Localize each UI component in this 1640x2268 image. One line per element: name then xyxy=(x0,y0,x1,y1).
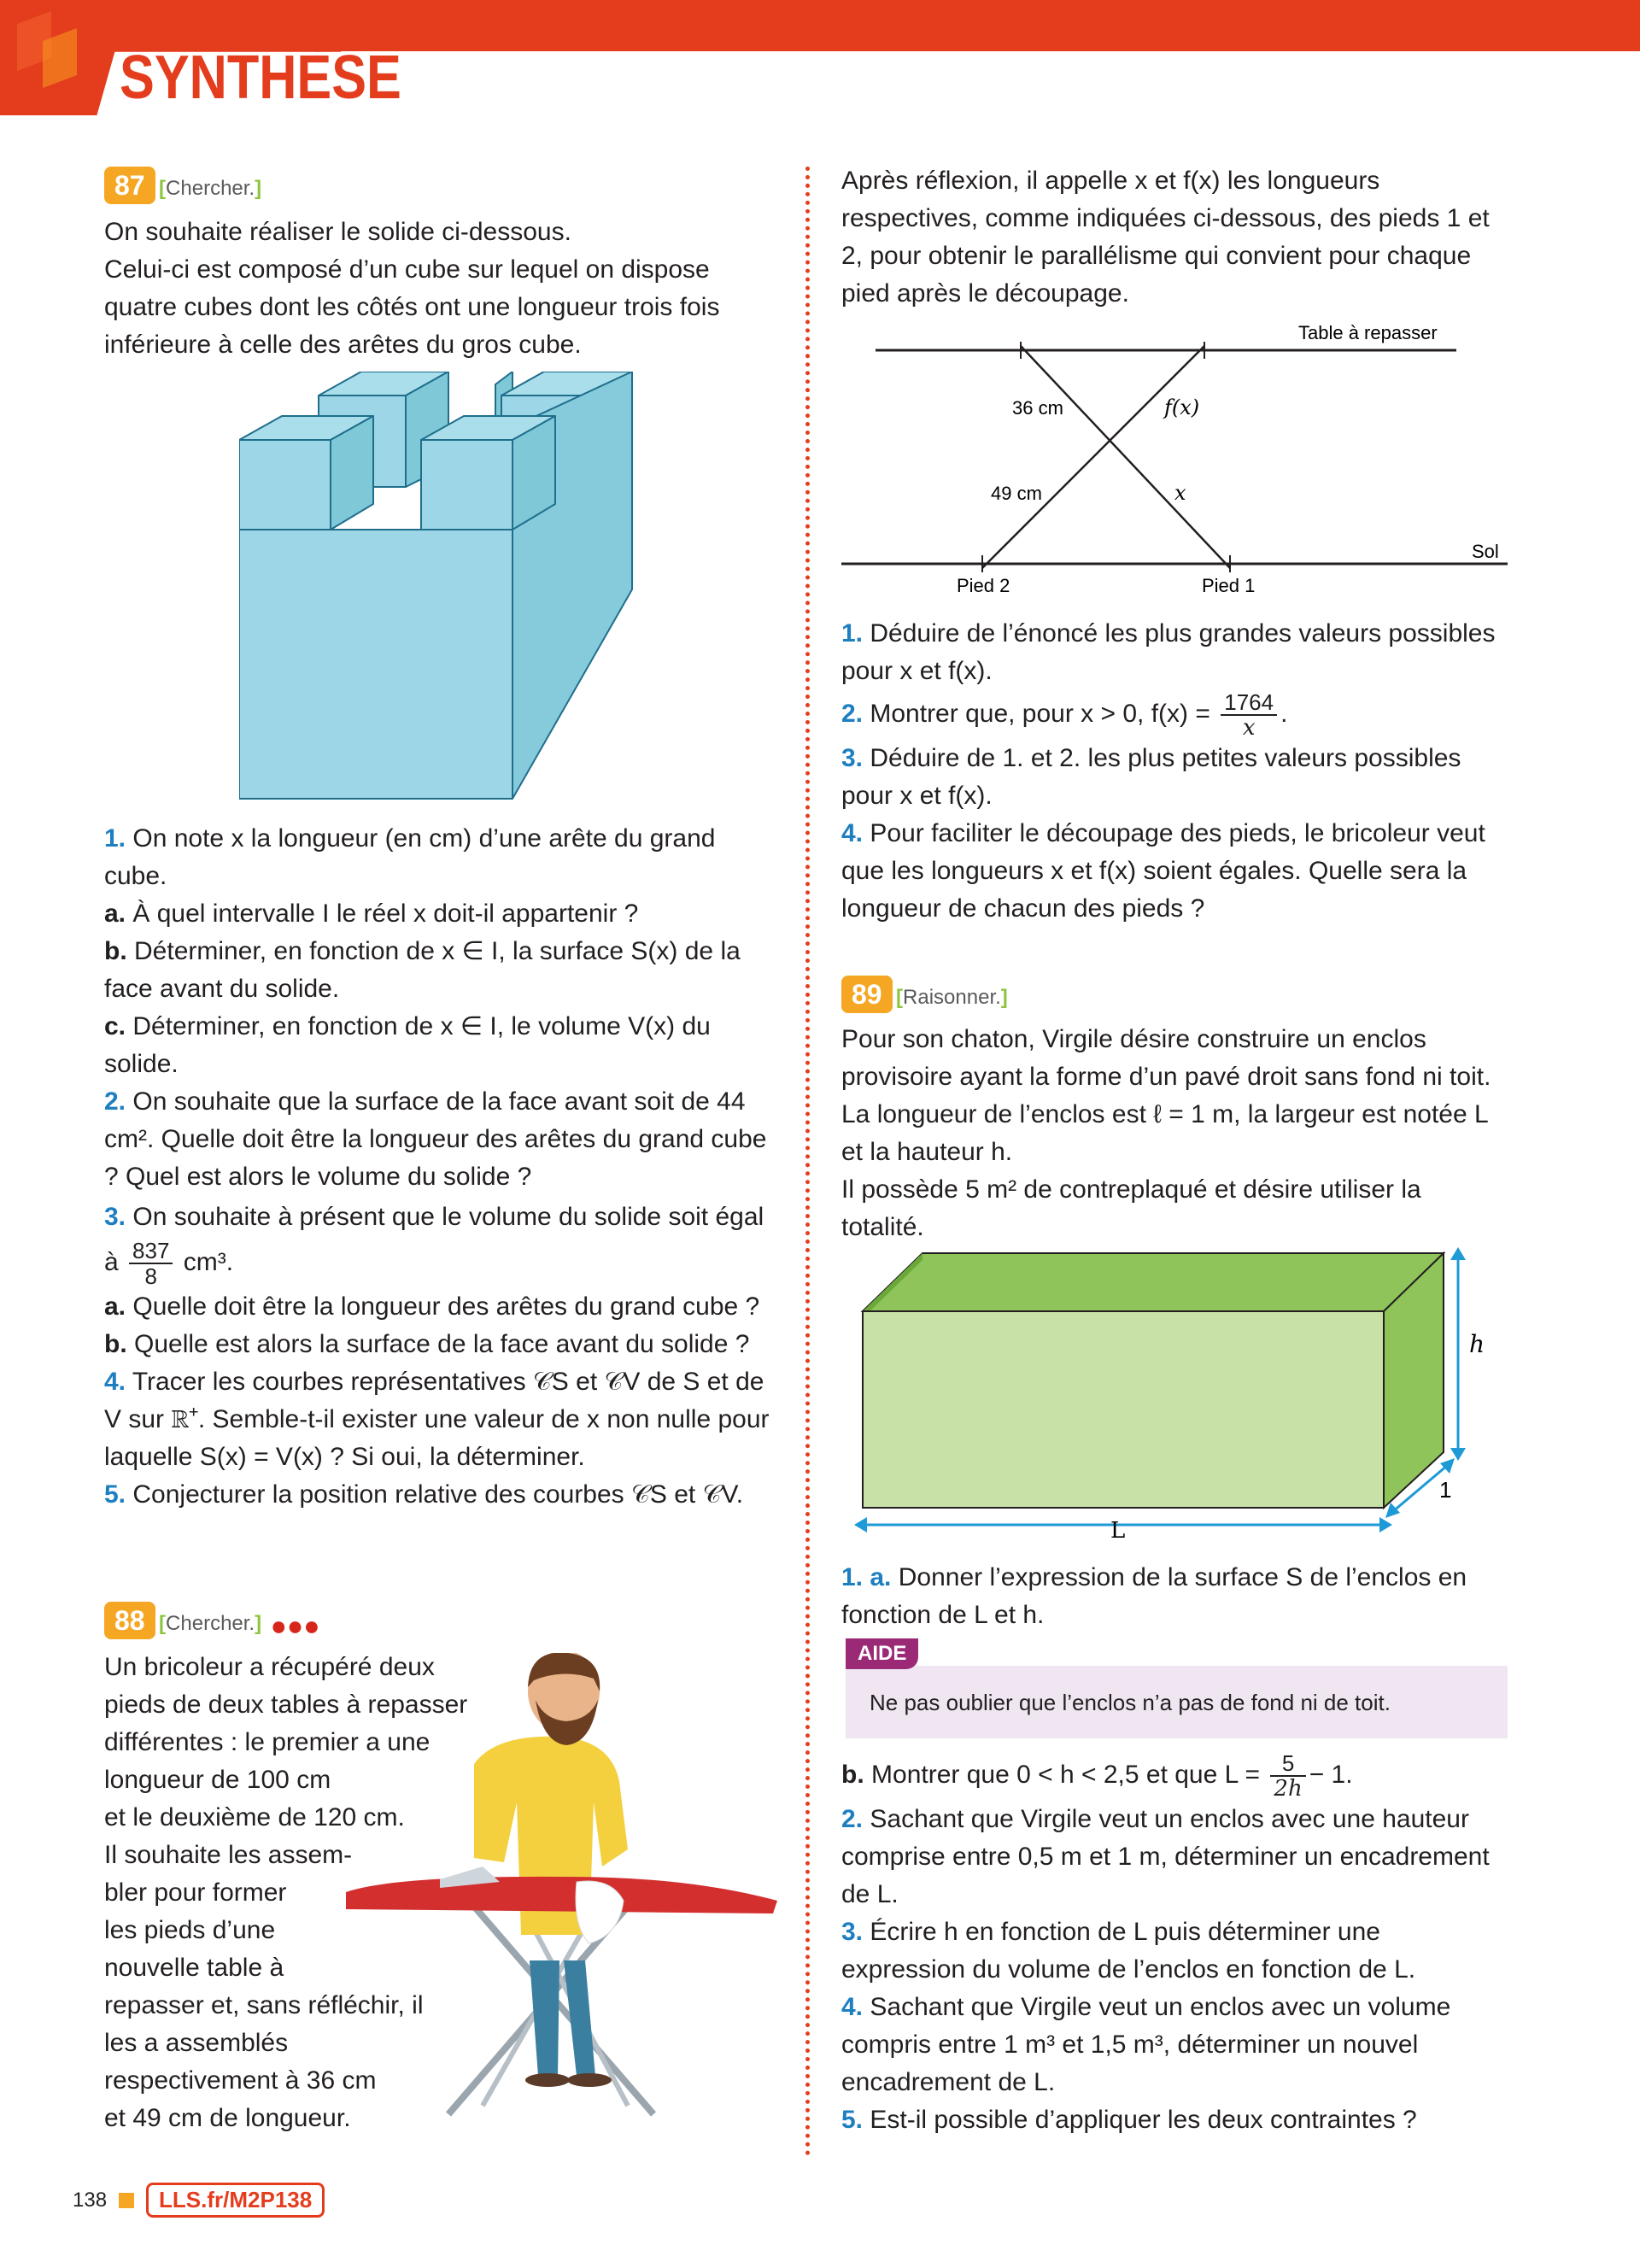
ex87-q3-fraction: $\frac{837}{8}$ xyxy=(129,1239,173,1288)
label-sol: Sol xyxy=(1472,541,1499,562)
footer-square-icon xyxy=(119,2193,134,2208)
ex88-line: nouvelle table à xyxy=(104,1954,284,1982)
ex87-q4: 4. Tracer les courbes représentatives 𝒞S et 𝒞V de S et de V sur ℝ⁺. Semble-t-il exister une valeur de x non nulle pour laquelle S(x) = V(x) ? Si oui, la déterminer. xyxy=(104,1368,770,1471)
ex87-q1: 1. On note x la longueur (en cm) d’une arête du grand cube. xyxy=(104,824,716,890)
ex88-q4: 4. Pour faciliter le découpage des pieds, le bricoleur veut que les longueurs x et f(x) soient égales. Quelle sera la longueur de chacun des pieds ? xyxy=(841,819,1485,923)
ex87-q3: 3. On souhaite à présent que le volume du solide soit égal à $\frac{837}{8}$ cm³. xyxy=(104,1203,764,1289)
ex88-q1: 1. Déduire de l’énoncé les plus grandes valeurs possibles pour x et f(x). xyxy=(841,619,1496,685)
ex87-header xyxy=(104,167,261,204)
ex88-line: Un bricoleur a récupéré deux xyxy=(104,1653,435,1681)
ex88-q2: 2. Montrer que, pour x > 0, f(x) = $\frac{1764}{x}$ . xyxy=(841,689,1288,741)
ex88-line: pieds de deux tables à repasser xyxy=(104,1691,468,1719)
ex89-q1b: b. Montrer que 0 < h < 2,5 et que L = $\frac{5}{2h}$ − 1. xyxy=(841,1750,1353,1802)
ex88-q3: 3. Déduire de 1. et 2. les plus petites valeurs possibles pour x et f(x). xyxy=(841,744,1461,810)
ex88-continued: Après réflexion, il appelle x et f(x) les longueurs respectives, comme indiquées ci-dessous, des pieds 1 et 2, pour obtenir le parallélisme qui convient pour chaque pied après le découpage. xyxy=(841,167,1490,308)
ex89-header xyxy=(841,976,1008,1013)
ex89-q1b-fraction: $\frac{5}{2h}$ xyxy=(1270,1751,1305,1801)
ex87-tag: [Chercher.] xyxy=(159,177,262,200)
ex88-q2-fraction: $\frac{1764}{x}$ xyxy=(1221,690,1277,740)
footer-link[interactable]: LLS.fr/M2P138 xyxy=(146,2183,325,2218)
ex88-number: 88 xyxy=(104,1602,155,1639)
label-table: Table à repasser xyxy=(1298,322,1438,343)
ex88-line: les a assemblés xyxy=(104,2029,289,2057)
page-title: SYNTHÈSE xyxy=(120,44,401,112)
aide-text: Ne pas oublier que l’enclos n’a pas de fond ni de toit. xyxy=(870,1690,1391,1715)
ex87-solid-figure xyxy=(239,372,641,803)
ex88-line: longueur de 100 cm xyxy=(104,1766,331,1794)
ex88-questions xyxy=(841,615,1508,928)
ex87-q2: 2. On souhaite que la surface de la face avant soit de 44 cm². Quelle doit être la longueur des arêtes du grand cube ? Quel est alors le volume du solide ? xyxy=(104,1087,767,1191)
ex87-q3a: a. Quelle doit être la longueur des arêtes du grand cube ? xyxy=(104,1292,760,1321)
label-1: 1 xyxy=(1439,1477,1452,1503)
ex88-line: et le deuxième de 120 cm. xyxy=(104,1803,405,1831)
ex89-tag: [Raisonner.] xyxy=(896,986,1008,1009)
page-number: 138 xyxy=(73,2188,108,2212)
label-fx: f(x) xyxy=(1164,396,1200,419)
label-pied1: Pied 1 xyxy=(1202,575,1256,596)
ex88-legs-figure xyxy=(841,320,1508,607)
ex87-q1c: c. Déterminer, en fonction de x ∈ I, le volume V(x) du solide. xyxy=(104,1012,711,1078)
ex87-q1b: b. Déterminer, en fonction de x ∈ I, la surface S(x) de la face avant du solide. xyxy=(104,937,741,1003)
footer xyxy=(73,2183,325,2218)
ex87-intro xyxy=(104,214,779,364)
ex88-header xyxy=(104,1602,320,1642)
column-separator xyxy=(805,167,810,2157)
label-36cm: 36 cm xyxy=(1012,397,1063,419)
ex89-number: 89 xyxy=(841,976,893,1013)
ex87-q1a: a. À quel intervalle I le réel x doit-il appartenir ? xyxy=(104,900,639,928)
ex87-questions xyxy=(104,820,779,1514)
ex88-line: les pieds d’une xyxy=(104,1916,276,1944)
ex89-enclosure-figure xyxy=(850,1243,1499,1546)
difficulty-icon: ●●● xyxy=(270,1610,320,1642)
ex89-q3: 3. Écrire h en fonction de L puis déterminer une expression du volume de l’enclos en fonction de L. xyxy=(841,1918,1416,1984)
ex89-intro xyxy=(841,1021,1508,1246)
label-pied2: Pied 2 xyxy=(957,575,1010,596)
ex87-number: 87 xyxy=(104,167,155,204)
ex88-line: et 49 cm de longueur. xyxy=(104,2104,351,2132)
ex88-line: repasser et, sans réfléchir, il xyxy=(104,1991,424,2019)
aide-label: AIDE xyxy=(846,1638,918,1669)
ex88-line: bler pour former xyxy=(104,1878,287,1907)
ex89-intro-2: Il possède 5 m² de contreplaqué et désire utiliser la totalité. xyxy=(841,1175,1421,1241)
label-h: h xyxy=(1469,1330,1485,1358)
ex89-q1a: 1. a. Donner l’expression de la surface S de l’enclos en fonction de L et h. xyxy=(841,1563,1467,1629)
ex89-q2: 2. Sachant que Virgile veut un enclos avec une hauteur comprise entre 0,5 m et 1 m, déterminer un encadrement de L. xyxy=(841,1805,1490,1908)
ex87-q3b: b. Quelle est alors la surface de la face avant du solide ? xyxy=(104,1330,750,1358)
ex87-q5: 5. Conjecturer la position relative des courbes 𝒞S et 𝒞V. xyxy=(104,1480,744,1509)
ex87-intro-2: Celui-ci est composé d’un cube sur lequel on dispose quatre cubes dont les côtés ont une longueur trois fois inférieure à celle des arêtes du gros cube. xyxy=(104,255,720,359)
ex89-intro-1: Pour son chaton, Virgile désire construire un enclos provisoire ayant la forme d’un pavé droit sans fond ni toit. La longueur de l’enclos est ℓ = 1 m, la largeur est notée L et la hauteur h. xyxy=(841,1025,1491,1166)
label-x: x xyxy=(1174,481,1186,505)
ex88-tag: [Chercher.] xyxy=(159,1612,262,1635)
ex89-q4: 4. Sachant que Virgile veut un enclos avec un volume compris entre 1 m³ et 1,5 m³, déterminer un nouvel encadrement de L. xyxy=(841,1993,1451,2096)
ex89-questions xyxy=(841,1751,1508,2139)
label-49cm: 49 cm xyxy=(991,483,1042,504)
header-logo-icon xyxy=(9,7,85,101)
ex89-q5: 5. Est-il possible d’appliquer les deux contraintes ? xyxy=(841,2106,1417,2134)
label-L: L xyxy=(1110,1518,1126,1544)
ex87-intro-1: On souhaite réaliser le solide ci-dessous. xyxy=(104,218,571,246)
ironing-man-illustration xyxy=(346,1653,782,2131)
ex88-line: Il souhaite les assem- xyxy=(104,1841,353,1869)
ex88-line: respectivement à 36 cm xyxy=(104,2066,377,2095)
ex88-line: différentes : le premier a une xyxy=(104,1728,430,1756)
